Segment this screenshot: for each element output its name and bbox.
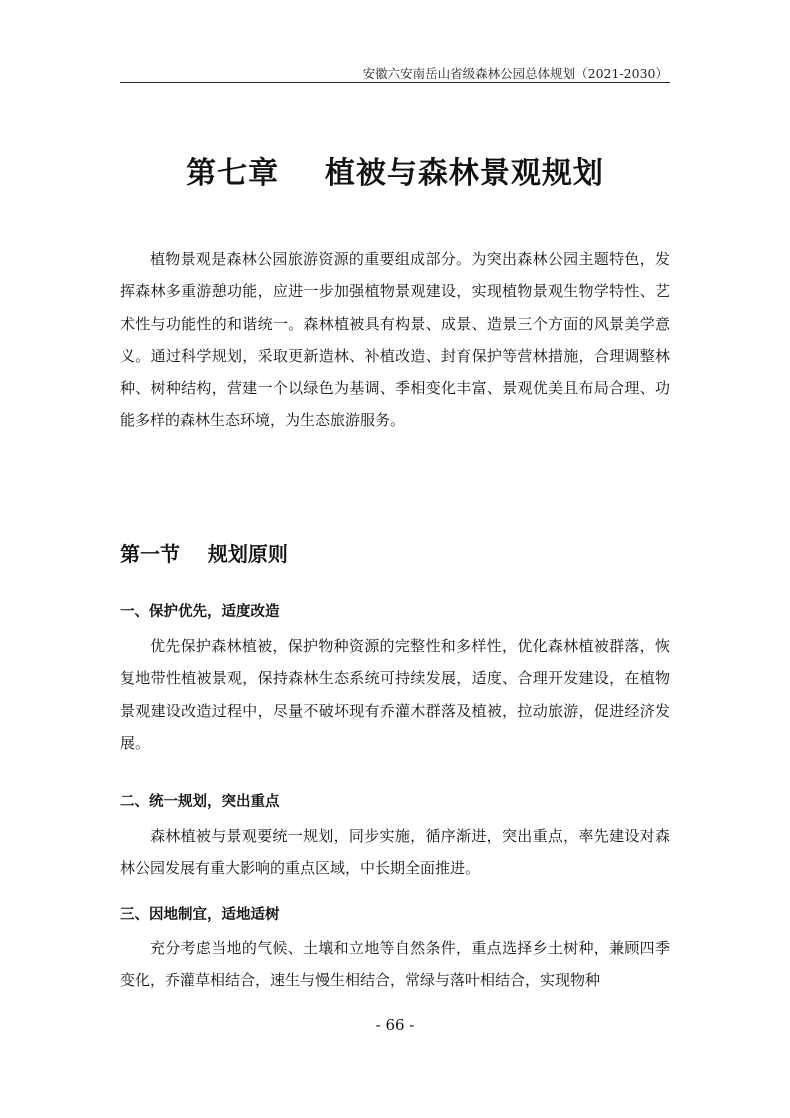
chapter-title: 第七章 植被与森林景观规划 (186, 156, 604, 191)
page-number: - 66 - (375, 1016, 415, 1034)
running-header: 安徽六安南岳山省级森林公园总体规划（2021-2030） (362, 66, 668, 81)
principle-heading-3: 三、因地制宜，适地适树 (120, 907, 280, 923)
header-divider (120, 82, 670, 83)
principle-text-1: 优先保护森林植被，保护物种资源的完整性和多样性，优化森林植被群落，恢复地带性植被景观，保持森林生态系统可持续发展，适度、合理开发建设，在植物景观建设改造过程中，尽量不破坏现有乔灌木群落及植被，拉动旅游，促进经济发展。 (120, 637, 670, 752)
intro-paragraph: 植物景观是森林公园旅游资源的重要组成部分。为突出森林公园主题特色，发挥森林多重游憩功能，应进一步加强植物景观建设，实现植物景观生物学特性、艺术性与功能性的和谐统一。森林植被具有构景、成景、造景三个方面的风景美学意义。通过科学规划，采取更新造林、补植改造、封育保护等营林措施，合理调整林种、树种结构，营建一个以绿色为基调、季相变化丰富、景观优美且布局合理、功能多样的森林生态环境，为生态旅游服务。 (120, 250, 670, 430)
principle-heading-2: 二、统一规划，突出重点 (120, 794, 280, 810)
principle-text-2: 森林植被与景观要统一规划，同步实施，循序渐进，突出重点，率先建设对森林公园发展有重大影响的重点区域，中长期全面推进。 (120, 827, 670, 878)
principle-heading-1: 一、保护优先，适度改造 (120, 604, 280, 620)
principle-text-3: 充分考虑当地的气候、土壤和立地等自然条件，重点选择乡土树种，兼顾四季变化，乔灌草相结合，速生与慢生相结合，常绿与落叶相结合，实现物种 (120, 939, 670, 990)
section-title: 第一节 规划原则 (120, 542, 288, 566)
